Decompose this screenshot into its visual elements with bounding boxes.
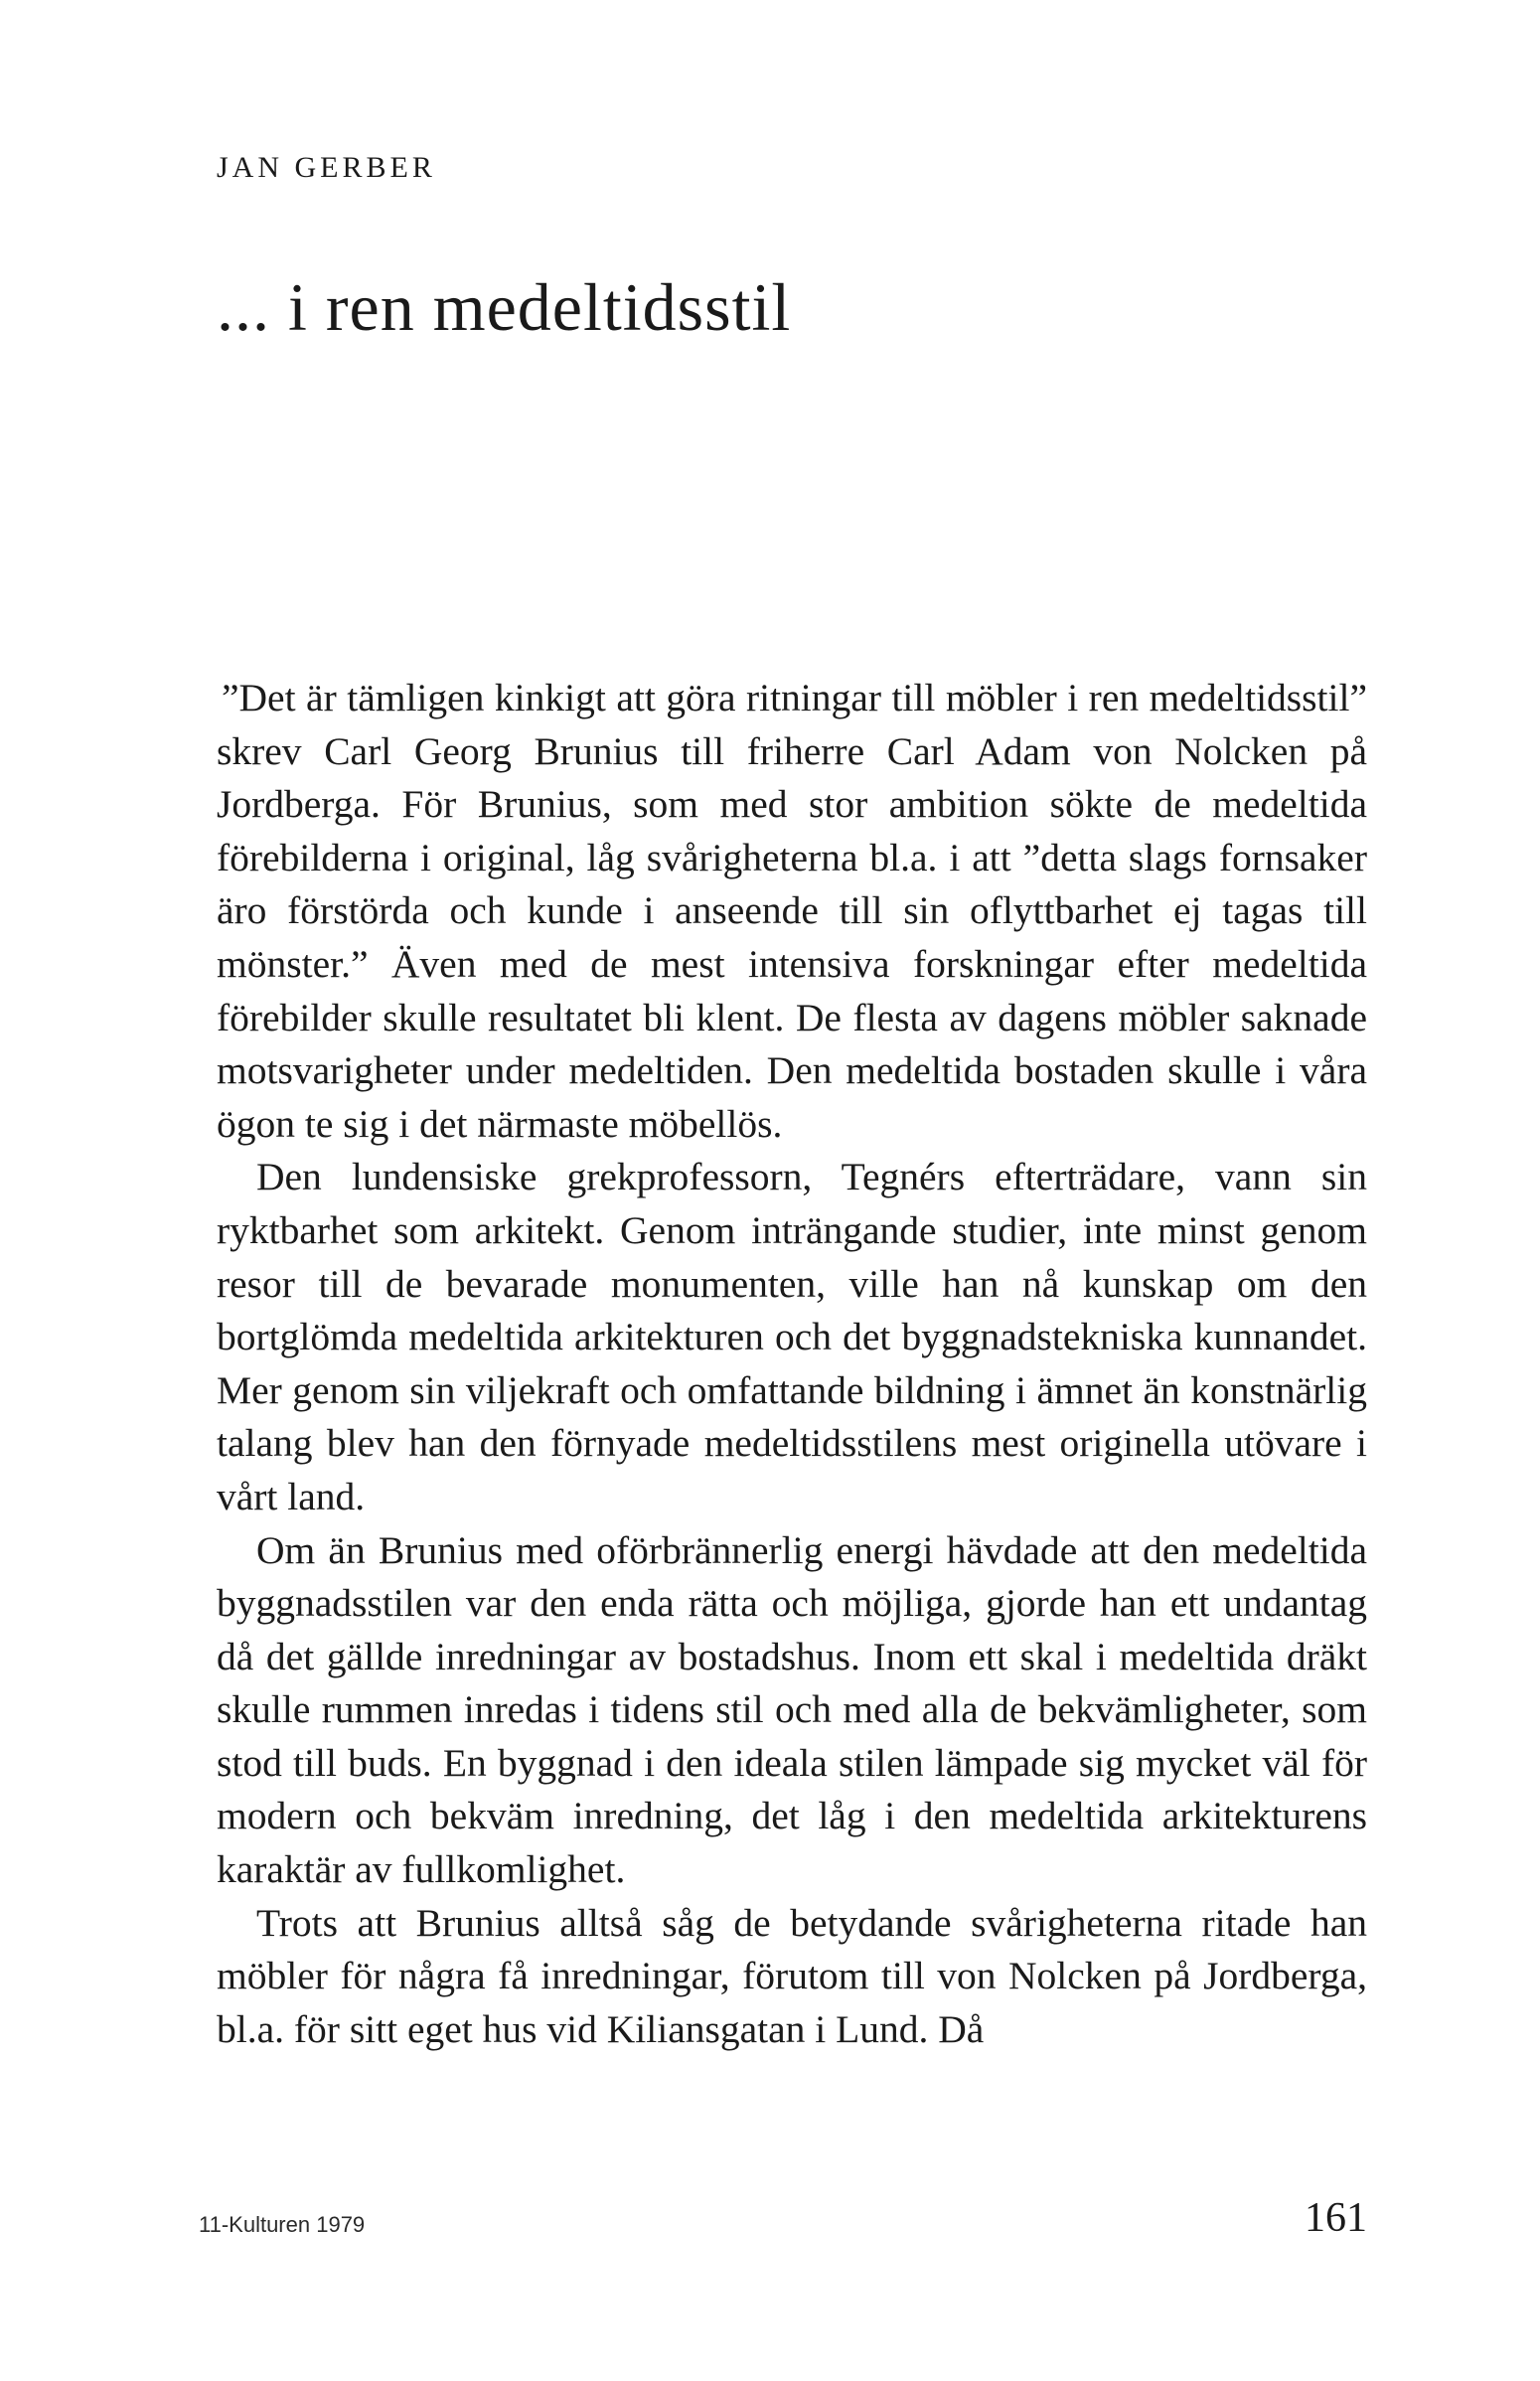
footer-source: 11-Kulturen 1979 <box>199 2212 366 2237</box>
article-title: ... i ren medeltidsstil <box>217 269 792 345</box>
paragraph-4: Trots att Brunius alltså såg de betydande svårigheterna ritade han möbler för några få inredningar, förutom till von Nolcken på Jordberga, bl.a. för sitt eget hus vid Kiliansgatan i Lund. Då <box>217 1900 1367 2051</box>
author-name: JAN GERBER <box>217 151 436 184</box>
paragraph-1: ”Det är tämligen kinkigt att göra ritningar till möbler i ren medeltidsstil” skrev Carl Georg Brunius till friherre Carl Adam von Nolcken på Jordberga. För Brunius, som med stor ambition sökte de medeltida förebilderna i original, låg svårigheterna bl.a. i att ”detta slags fornsaker äro förstörda och kunde i anseende till sin oflyttbarhet ej tagas till mönster.” Även med de mest intensiva forskningar efter medeltida förebilder skulle resultatet bli klent. De flesta av dagens möbler saknade motsvarigheter under medeltiden. Den medeltida bostaden skulle i våra ögon te sig i det närmaste möbellös. <box>217 676 1367 1146</box>
page-number: 161 <box>1305 2195 1367 2241</box>
article-body <box>217 672 1367 2056</box>
paragraph-2: Den lundensiske grekprofessorn, Tegnérs efterträdare, vann sin ryktbarhet som arkitekt. Genom inträngande studier, inte minst genom resor till de bevarade monumenten, ville han nå kunskap om den bortglömda medeltida arkitekturen och det byggnadstekniska kunnandet. Mer genom sin viljekraft och omfattande bildning i ämnet än konstnärlig talang blev han den förnyade medeltidsstilens mest originella utövare i vårt land. <box>217 1155 1367 1518</box>
paragraph-3: Om än Brunius med oförbrännerlig energi hävdade att den medeltida byggnadsstilen var den enda rätta och möjliga, gjorde han ett undantag då det gällde inredningar av bostadshus. Inom ett skal i medeltida dräkt skulle rummen inredas i tidens stil och med alla de bekvämligheter, som stod till buds. En byggnad i den ideala stilen lämpade sig mycket väl för modern och bekväm inredning, det låg i den medeltida arkitekturens karaktär av fullkomlighet. <box>217 1527 1367 1892</box>
